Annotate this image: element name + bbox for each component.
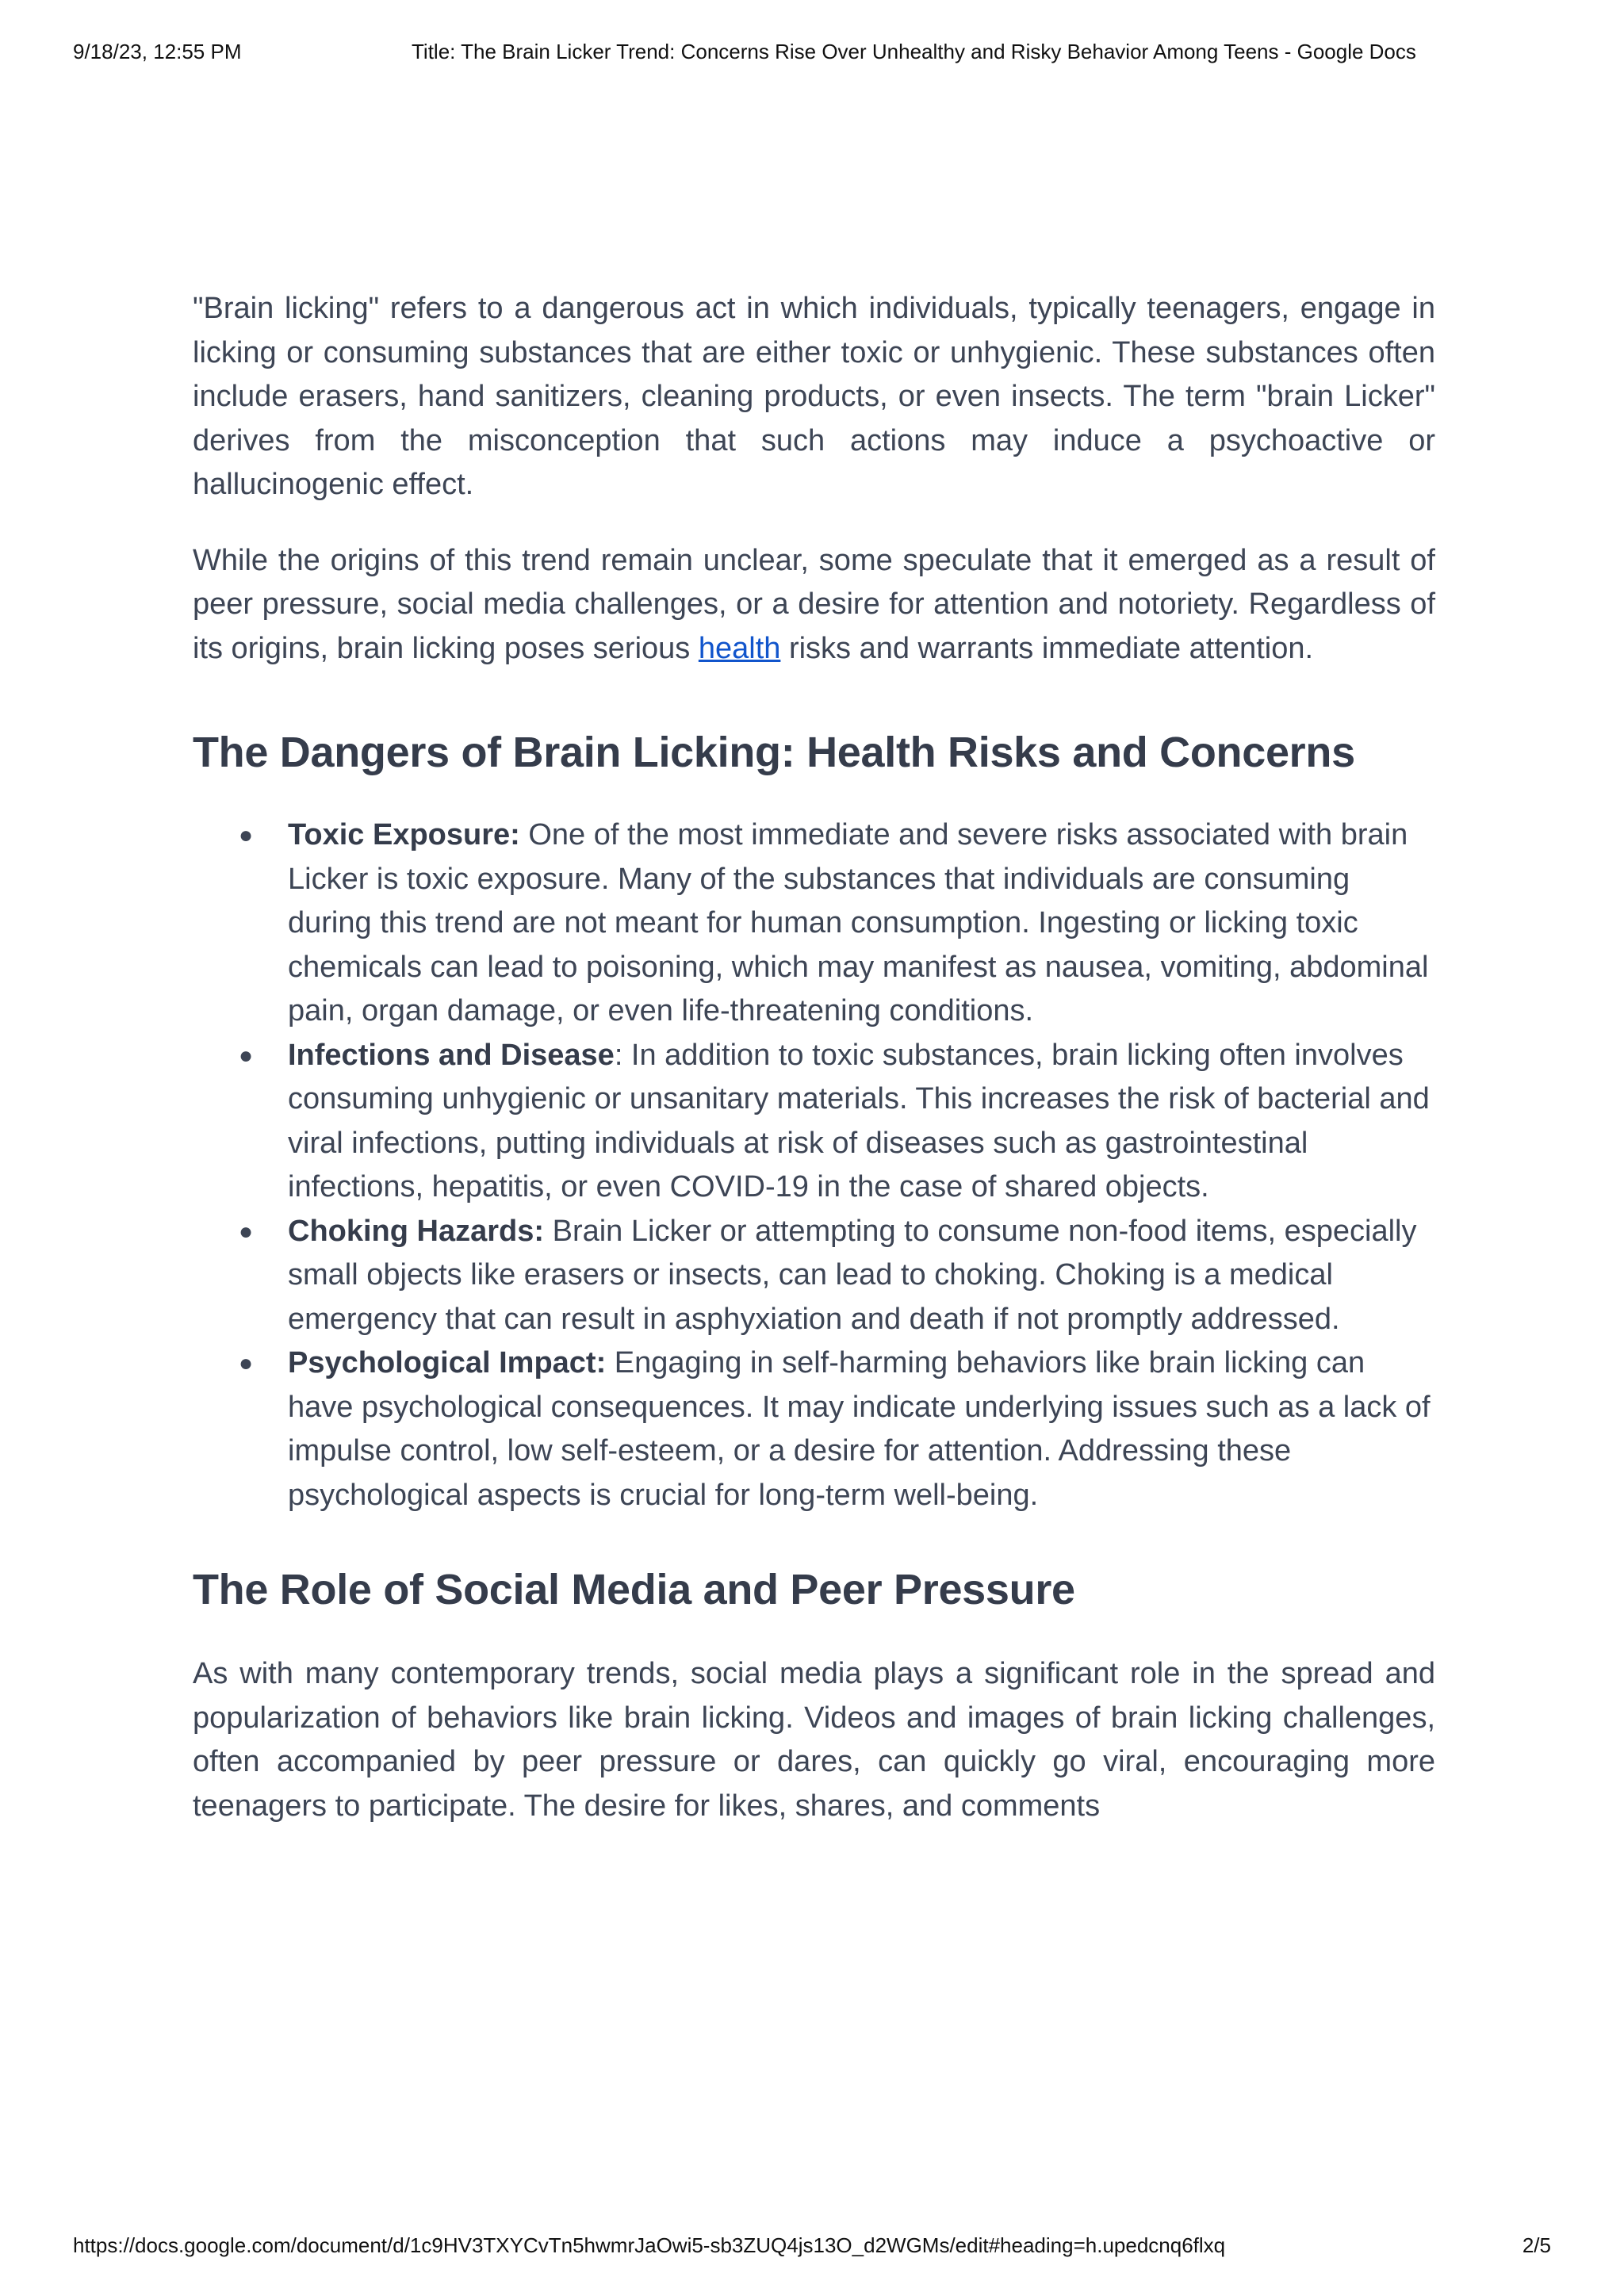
list-item-toxic-exposure	[239, 813, 1435, 1034]
bullet-icon: ●	[239, 822, 254, 848]
risk-term: Psychological Impact:	[288, 1346, 607, 1380]
bullet-icon: ●	[239, 1350, 254, 1376]
risk-term: Toxic Exposure:	[288, 818, 520, 851]
risks-list	[193, 813, 1435, 1517]
risk-text: Engaging in self-harming behaviors like brain licking can have psychological consequences. It may indicate underlying issues such as a lack of impulse control, low self-esteem, or a desire for attention. Addressing these psychological aspects is crucial for long-term well-being.	[288, 1346, 1431, 1512]
document-body	[193, 287, 1435, 1860]
print-header	[73, 40, 1551, 71]
list-item-psychological	[239, 1341, 1435, 1517]
paragraph-definition: "Brain licking" refers to a dangerous act in which individuals, typically teenagers, engage in licking or consuming substances that are either toxic or unhygienic. These substances often include erasers, hand sanitizers, cleaning products, or even insects. The term "brain Licker" derives from the misconception that such actions may induce a psychoactive or hallucinogenic effect.	[193, 292, 1435, 501]
paragraph-social-media: As with many contemporary trends, social media plays a significant role in the spread and popularization of behaviors like brain licking. Videos and images of brain licking challenges, often accompanied by peer pressure or dares, can quickly go viral, encouraging more teenagers to participate. The desire for likes, shares, and comments	[193, 1657, 1435, 1823]
paragraph-origins-text: While the origins of this trend remain unclear, some speculate that it emerged as a result of peer pressure, social media challenges, or a desire for attention and notoriety. Regardless of its origins, brain licking poses serious	[193, 543, 1435, 665]
print-datetime: 9/18/23, 12:55 PM	[73, 40, 242, 63]
health-link[interactable]: health	[698, 631, 781, 665]
risk-text: Brain Licker or attempting to consume non-food items, especially small objects like erasers or insects, can lead to choking. Choking is a medical emergency that can result in asphyxiation and death if not promptly addressed.	[288, 1214, 1417, 1336]
print-document-title: Title: The Brain Licker Trend: Concerns Rise Over Unhealthy and Risky Behavior Among Teens - Google Docs	[412, 40, 1416, 63]
print-url: https://docs.google.com/document/d/1c9HV3TXYCvTn5hwmrJaOwi5-sb3ZUQ4js13O_d2WGMs/edit#heading=h.upedcnq6flxq	[73, 2233, 1226, 2257]
print-footer	[73, 2233, 1551, 2265]
bullet-icon: ●	[239, 1218, 254, 1245]
risk-text: : In addition to toxic substances, brain licking often involves consuming unhygienic or unsanitary materials. This increases the risk of bacterial and viral infections, putting individuals at risk of diseases such as gastrointestinal infections, hepatitis, or even COVID-19 in the case of shared objects.	[288, 1038, 1430, 1203]
bullet-icon: ●	[239, 1042, 254, 1069]
risk-term: Infections and Disease	[288, 1038, 615, 1072]
list-item-infections	[239, 1034, 1435, 1210]
page-number: 2/5	[1522, 2233, 1551, 2257]
list-item-choking	[239, 1210, 1435, 1342]
risk-text: One of the most immediate and severe risks associated with brain Licker is toxic exposure. Many of the substances that individuals are consuming during this trend are not meant for human consumption. Ingesting or licking toxic chemicals can lead to poisoning, which may manifest as nausea, vomiting, abdominal pain, organ damage, or even life-threatening conditions.	[288, 818, 1429, 1027]
heading-social-media: The Role of Social Media and Peer Pressure	[193, 1566, 1075, 1613]
heading-dangers: The Dangers of Brain Licking: Health Risks and Concerns	[193, 729, 1355, 776]
risk-term: Choking Hazards:	[288, 1214, 545, 1248]
paragraph-origins	[193, 539, 1435, 672]
paragraph-origins-text-end: risks and warrants immediate attention.	[780, 631, 1314, 665]
